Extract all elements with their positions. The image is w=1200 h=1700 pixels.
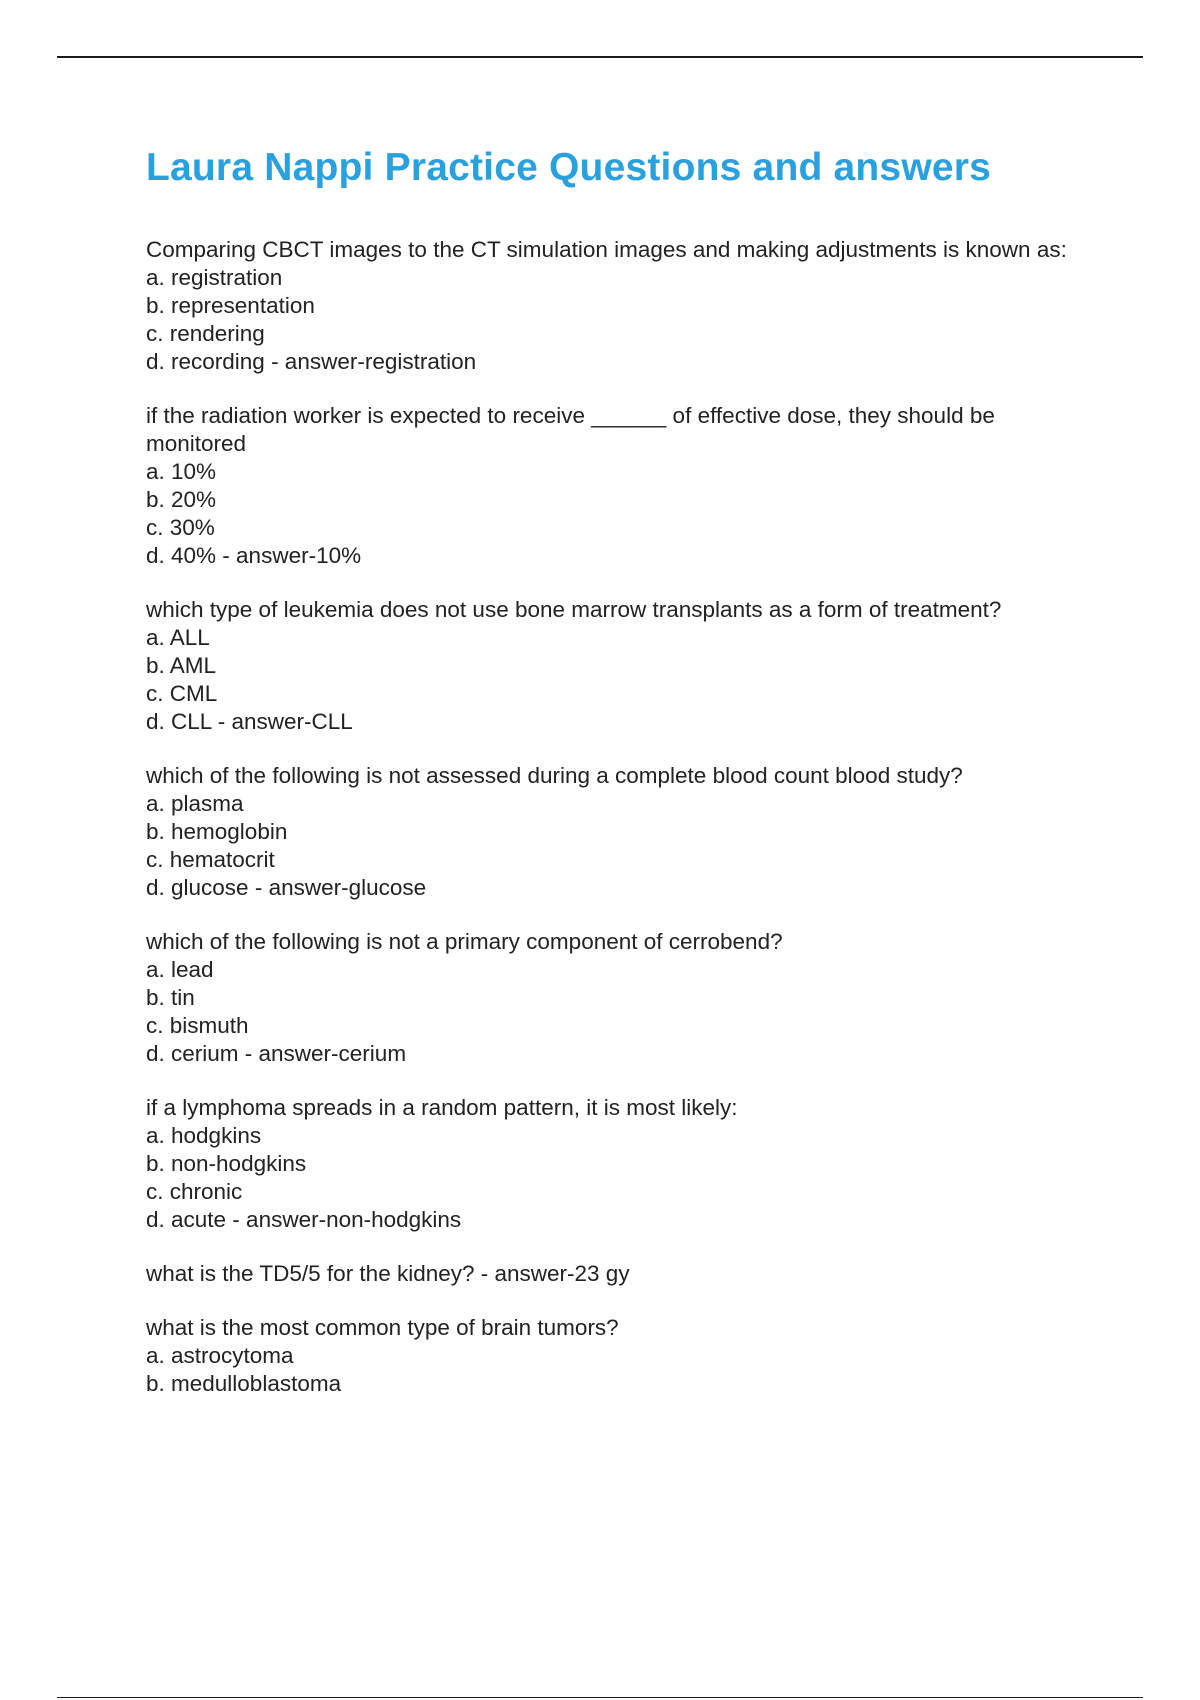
answer-option: a. registration bbox=[146, 265, 283, 290]
answer-option: c. rendering bbox=[146, 321, 265, 346]
answer-option: b. hemoglobin bbox=[146, 819, 288, 844]
answer-option: b. non-hodgkins bbox=[146, 1151, 307, 1176]
answer-option: d. 40% - answer-10% bbox=[146, 543, 362, 568]
question-block bbox=[146, 1094, 1086, 1234]
answer-option: a. ALL bbox=[146, 625, 210, 650]
document-title: Laura Nappi Practice Questions and answers bbox=[146, 146, 992, 189]
answer-option: c. hematocrit bbox=[146, 847, 275, 872]
answer-option: c. CML bbox=[146, 681, 218, 706]
answer-option: b. tin bbox=[146, 985, 195, 1010]
answer-option: d. CLL - answer-CLL bbox=[146, 709, 353, 734]
answer-option: a. hodgkins bbox=[146, 1123, 262, 1148]
question-block bbox=[146, 596, 1086, 736]
question-text: if a lymphoma spreads in a random pattern, it is most likely: bbox=[146, 1095, 738, 1120]
answer-option: b. AML bbox=[146, 653, 217, 678]
question-text: which type of leukemia does not use bone marrow transplants as a form of treatment? bbox=[146, 597, 1002, 622]
question-block bbox=[146, 236, 1086, 376]
question-text: Comparing CBCT images to the CT simulation images and making adjustments is known as: bbox=[146, 237, 1067, 262]
answer-option: d. recording - answer-registration bbox=[146, 349, 477, 374]
footer-rule bbox=[57, 1697, 1143, 1698]
answer-option: c. 30% bbox=[146, 515, 215, 540]
answer-option: a. lead bbox=[146, 957, 214, 982]
question-block bbox=[146, 928, 1086, 1068]
answer-option: d. acute - answer-non-hodgkins bbox=[146, 1207, 462, 1232]
answer-option: b. 20% bbox=[146, 487, 217, 512]
question-text: which of the following is not assessed during a complete blood count blood study? bbox=[146, 763, 963, 788]
answer-option: c. chronic bbox=[146, 1179, 243, 1204]
question-block bbox=[146, 402, 1086, 570]
document-body bbox=[146, 142, 1086, 1424]
answer-option: b. medulloblastoma bbox=[146, 1371, 342, 1396]
question-block bbox=[146, 1260, 1086, 1288]
question-text: what is the TD5/5 for the kidney? - answer-23 gy bbox=[146, 1261, 630, 1286]
question-text: if the radiation worker is expected to receive ______ of effective dose, they should be monitored bbox=[146, 403, 1002, 456]
question-text: what is the most common type of brain tumors? bbox=[146, 1315, 619, 1340]
answer-option: d. glucose - answer-glucose bbox=[146, 875, 427, 900]
answer-option: a. 10% bbox=[146, 459, 217, 484]
answer-option: c. bismuth bbox=[146, 1013, 249, 1038]
answer-option: a. astrocytoma bbox=[146, 1343, 294, 1368]
answer-option: d. cerium - answer-cerium bbox=[146, 1041, 407, 1066]
question-text: which of the following is not a primary component of cerrobend? bbox=[146, 929, 783, 954]
answer-option: a. plasma bbox=[146, 791, 244, 816]
question-block bbox=[146, 1314, 1086, 1398]
answer-option: b. representation bbox=[146, 293, 315, 318]
header-rule bbox=[57, 56, 1143, 58]
question-block bbox=[146, 762, 1086, 902]
